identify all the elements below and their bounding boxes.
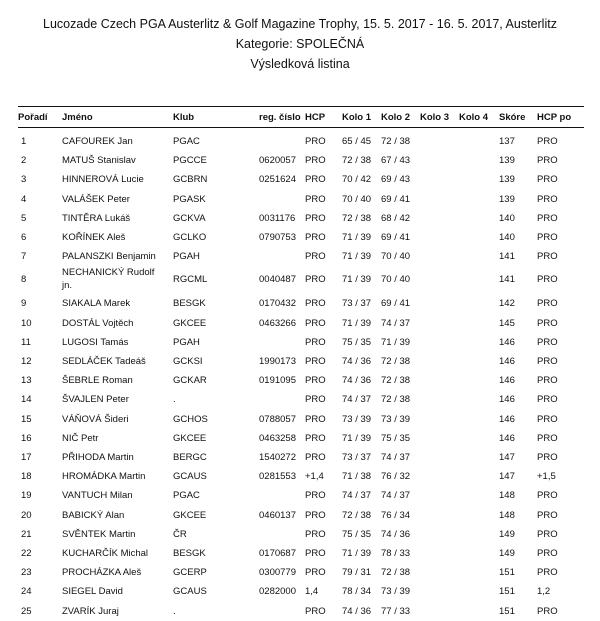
hcp-cell: PRO [305,193,326,205]
table-row [18,333,584,352]
club-cell: ČR [173,528,187,540]
score-cell: 140 [499,232,515,243]
reg-number-cell: 0170687 [259,548,296,559]
club-cell: PGAH [173,251,200,263]
hcp-cell: 1,4 [305,586,319,598]
round2-cell: 68 / 42 [381,212,411,224]
hcp-after-cell: PRO [537,298,558,310]
rank-cell: 3 [21,174,27,186]
club-cell: . [173,605,176,617]
round1-cell: 70 / 42 [342,174,372,186]
results-subtitle: Výsledková listina [250,57,350,71]
hcp-after-cell: PRO [537,356,558,367]
player-name-cell: NIČ Petr [62,432,99,444]
score-cell: 147 [499,452,515,463]
round1-cell: 71 / 39 [342,232,372,243]
hcp-cell: PRO [305,251,326,263]
col-hcp-header: HCP [305,112,326,123]
club-cell: GKCEE [173,432,207,444]
score-cell: 139 [499,155,515,167]
reg-number-cell: 0788057 [259,413,296,425]
club-cell: GCHOS [173,413,208,425]
round1-cell: 78 / 34 [342,586,372,598]
col-score-header: Skóre [499,112,526,123]
rank-cell: 8 [21,274,27,286]
player-name-continuation: jn. [62,280,73,292]
rank-cell: 6 [21,232,27,243]
round2-cell: 74 / 37 [381,490,411,502]
col-club-header: Klub [173,112,195,123]
round1-cell: 79 / 31 [342,567,372,579]
score-cell: 146 [499,432,515,444]
reg-number-cell: 1540272 [259,452,296,463]
club-cell: RGCML [173,274,208,286]
round2-cell: 74 / 37 [381,452,411,463]
player-name-cell: ŠVAJLEN Peter [62,394,129,406]
hcp-after-cell: PRO [537,490,558,502]
table-row [18,602,584,621]
table-row [18,314,584,333]
round1-cell: 71 / 39 [342,548,372,559]
rank-cell: 11 [21,336,31,348]
club-cell: GCKVA [173,212,206,224]
round2-cell: 69 / 41 [381,298,411,310]
club-cell: GCAUS [173,586,207,598]
reg-number-cell: 0040487 [259,274,296,286]
player-name-cell: HROMÁDKA Martin [62,471,146,483]
hcp-after-cell: PRO [537,251,558,263]
hcp-after-cell: PRO [537,274,558,286]
table-row [18,544,584,563]
table-row [18,525,584,544]
rank-cell: 15 [21,413,32,425]
player-name-cell: SIEGEL David [62,586,123,598]
rank-cell: 4 [21,193,27,205]
table-header-row [18,106,584,128]
round2-cell: 72 / 38 [381,136,411,147]
round1-cell: 75 / 35 [342,336,372,348]
rank-cell: 9 [21,298,27,310]
table-row [18,410,584,429]
player-name-cell: PROCHÁZKA Aleš [62,567,142,579]
table-row [18,266,584,294]
player-name-cell: NECHANICKÝ Rudolf [62,267,155,279]
hcp-after-cell: PRO [537,548,558,559]
hcp-cell: PRO [305,490,326,502]
club-cell: GKCEE [173,317,207,329]
hcp-cell: PRO [305,298,326,310]
round1-cell: 71 / 39 [342,251,372,263]
player-name-cell: ŠEBRLE Roman [62,375,133,387]
table-row [18,151,584,170]
hcp-after-cell: 1,2 [537,586,551,598]
col-hcp-after-header: HCP po [537,112,572,123]
round1-cell: 65 / 45 [342,136,372,147]
round2-cell: 74 / 36 [381,528,411,540]
hcp-after-cell: PRO [537,317,558,329]
club-cell: BESGK [173,298,206,310]
category-label: Kategorie: SPOLEČNÁ [235,37,365,51]
col-reg-header: reg. číslo [259,112,301,123]
table-row [18,228,584,247]
player-name-cell: PŘIHODA Martin [62,452,134,463]
table-row [18,448,584,467]
rank-cell: 1 [21,136,27,147]
hcp-after-cell: PRO [537,193,558,205]
table-row [18,563,584,582]
hcp-cell: PRO [305,548,326,559]
reg-number-cell: 0790753 [259,232,296,243]
hcp-cell: +1,4 [305,471,324,483]
round1-cell: 73 / 39 [342,413,372,425]
club-cell: PGCCE [173,155,207,167]
club-cell: GCLKO [173,232,207,243]
rank-cell: 17 [21,452,32,463]
round1-cell: 72 / 38 [342,212,372,224]
score-cell: 148 [499,509,515,521]
player-name-cell: BABICKÝ Alan [62,509,125,521]
round2-cell: 67 / 43 [381,155,411,167]
player-name-cell: KOŘÍNEK Aleš [62,232,126,243]
round2-cell: 78 / 33 [381,548,411,559]
table-row [18,371,584,390]
player-name-cell: SIAKALA Marek [62,298,131,310]
score-cell: 137 [499,136,515,147]
reg-number-cell: 0170432 [259,298,296,310]
score-cell: 140 [499,212,515,224]
round1-cell: 72 / 38 [342,509,372,521]
hcp-cell: PRO [305,174,326,186]
player-name-cell: SVĚNTEK Martin [62,528,136,540]
table-row [18,467,584,486]
col-round4-header: Kolo 4 [459,112,489,123]
round2-cell: 72 / 38 [381,356,411,367]
rank-cell: 5 [21,212,27,224]
col-round3-header: Kolo 3 [420,112,450,123]
round1-cell: 74 / 37 [342,394,372,406]
hcp-cell: PRO [305,375,326,387]
col-name-header: Jméno [62,112,93,123]
round1-cell: 71 / 39 [342,274,372,286]
hcp-after-cell: PRO [537,509,558,521]
score-cell: 141 [499,274,515,286]
player-name-cell: ZVARÍK Juraj [62,605,119,617]
score-cell: 148 [499,490,515,502]
reg-number-cell: 0460137 [259,509,296,521]
hcp-after-cell: PRO [537,432,558,444]
col-round2-header: Kolo 2 [381,112,411,123]
document-header [0,14,600,74]
rank-cell: 20 [21,509,32,521]
round1-cell: 75 / 35 [342,528,372,540]
score-cell: 151 [499,605,515,617]
reg-number-cell: 0281553 [259,471,296,483]
round1-cell: 72 / 38 [342,155,372,167]
round2-cell: 75 / 35 [381,432,411,444]
round2-cell: 71 / 39 [381,336,411,348]
player-name-cell: MATUŠ Stanislav [62,155,136,167]
round1-cell: 71 / 39 [342,317,372,329]
table-header-rule [18,127,584,128]
score-cell: 149 [499,548,515,559]
rank-cell: 24 [21,586,32,598]
round2-cell: 72 / 38 [381,567,411,579]
club-cell: BERGC [173,452,207,463]
round2-cell: 73 / 39 [381,413,411,425]
round2-cell: 70 / 40 [381,274,411,286]
table-row [18,506,584,525]
col-round1-header: Kolo 1 [342,112,372,123]
club-cell: PGAH [173,336,200,348]
table-row [18,352,584,371]
club-cell: GCERP [173,567,207,579]
hcp-cell: PRO [305,336,326,348]
reg-number-cell: 0251624 [259,174,296,186]
table-row [18,170,584,189]
hcp-after-cell: PRO [537,452,558,463]
round2-cell: 72 / 38 [381,375,411,387]
score-cell: 146 [499,375,515,387]
hcp-cell: PRO [305,413,326,425]
score-cell: 145 [499,317,515,329]
score-cell: 151 [499,586,515,598]
round1-cell: 74 / 37 [342,490,372,502]
table-row [18,429,584,448]
table-row [18,582,584,601]
round1-cell: 74 / 36 [342,356,372,367]
score-cell: 151 [499,567,515,579]
hcp-cell: PRO [305,605,326,617]
score-cell: 146 [499,413,515,425]
tournament-title: Lucozade Czech PGA Austerlitz & Golf Magazine Trophy, 15. 5. 2017 - 16. 5. 2017, Austerlitz [43,17,557,31]
reg-number-cell: 1990173 [259,356,296,367]
round1-cell: 71 / 39 [342,432,372,444]
round2-cell: 73 / 39 [381,586,411,598]
score-cell: 142 [499,298,515,310]
hcp-after-cell: PRO [537,336,558,348]
club-cell: . [173,394,176,406]
reg-number-cell: 0282000 [259,586,296,598]
hcp-cell: PRO [305,274,326,286]
reg-number-cell: 0191095 [259,375,296,387]
club-cell: BESGK [173,548,206,559]
score-cell: 149 [499,528,515,540]
table-row [18,209,584,228]
score-cell: 146 [499,394,515,406]
rank-cell: 10 [21,317,32,329]
rank-cell: 2 [21,155,27,167]
player-name-cell: VALÁŠEK Peter [62,193,130,205]
round2-cell: 69 / 41 [381,232,411,243]
hcp-cell: PRO [305,317,326,329]
hcp-after-cell: PRO [537,136,558,147]
hcp-cell: PRO [305,567,326,579]
player-name-cell: LUGOSI Tamás [62,336,129,348]
club-cell: GCKSI [173,356,203,367]
score-cell: 146 [499,336,515,348]
score-cell: 146 [499,356,515,367]
reg-number-cell: 0463258 [259,432,296,444]
player-name-cell: VÁŇOVÁ Šideri [62,413,129,425]
score-cell: 139 [499,174,515,186]
round1-cell: 71 / 38 [342,471,372,483]
round1-cell: 70 / 40 [342,193,372,205]
reg-number-cell: 0463266 [259,317,296,329]
reg-number-cell: 0031176 [259,212,296,224]
reg-number-cell: 0300779 [259,567,296,579]
rank-cell: 19 [21,490,32,502]
table-row [18,294,584,313]
rank-cell: 16 [21,432,32,444]
round2-cell: 76 / 32 [381,471,411,483]
hcp-after-cell: PRO [537,155,558,167]
round2-cell: 69 / 43 [381,174,411,186]
round1-cell: 73 / 37 [342,452,372,463]
hcp-after-cell: +1,5 [537,471,556,483]
table-row [18,390,584,409]
round2-cell: 70 / 40 [381,251,411,263]
rank-cell: 7 [21,251,27,263]
club-cell: PGAC [173,490,200,502]
club-cell: PGAC [173,136,200,147]
player-name-cell: TINTĚRA Lukáš [62,212,131,224]
rank-cell: 13 [21,375,32,387]
hcp-after-cell: PRO [537,375,558,387]
hcp-cell: PRO [305,432,326,444]
round2-cell: 77 / 33 [381,605,411,617]
round1-cell: 74 / 36 [342,375,372,387]
round2-cell: 76 / 34 [381,509,411,521]
rank-cell: 14 [21,394,32,406]
hcp-after-cell: PRO [537,528,558,540]
rank-cell: 22 [21,548,32,559]
player-name-cell: SEDLÁČEK Tadeáš [62,356,146,367]
table-row [18,486,584,505]
hcp-cell: PRO [305,394,326,406]
reg-number-cell: 0620057 [259,155,296,167]
round1-cell: 74 / 36 [342,605,372,617]
rank-cell: 25 [21,605,32,617]
rank-cell: 21 [21,528,32,540]
hcp-cell: PRO [305,136,326,147]
round2-cell: 74 / 37 [381,317,411,329]
hcp-after-cell: PRO [537,567,558,579]
hcp-after-cell: PRO [537,413,558,425]
player-name-cell: HINNEROVÁ Lucie [62,174,144,186]
hcp-cell: PRO [305,155,326,167]
table-row [18,247,584,266]
hcp-after-cell: PRO [537,232,558,243]
table-row [18,190,584,209]
hcp-after-cell: PRO [537,212,558,224]
player-name-cell: DOSTÁL Vojtěch [62,317,134,329]
rank-cell: 23 [21,567,32,579]
col-rank-header: Pořadí [18,112,48,123]
score-cell: 139 [499,193,515,205]
round1-cell: 73 / 37 [342,298,372,310]
player-name-cell: PALANSZKI Benjamin [62,251,156,263]
table-row [18,132,584,151]
score-cell: 147 [499,471,515,483]
round2-cell: 69 / 41 [381,193,411,205]
hcp-after-cell: PRO [537,605,558,617]
club-cell: GCAUS [173,471,207,483]
round2-cell: 72 / 38 [381,394,411,406]
player-name-cell: VANTUCH Milan [62,490,133,502]
hcp-after-cell: PRO [537,394,558,406]
hcp-cell: PRO [305,509,326,521]
hcp-cell: PRO [305,356,326,367]
rank-cell: 12 [21,356,32,367]
hcp-after-cell: PRO [537,174,558,186]
score-cell: 141 [499,251,515,263]
rank-cell: 18 [21,471,32,483]
player-name-cell: KUCHARČÍK Michal [62,548,149,559]
player-name-cell: CAFOUREK Jan [62,136,133,147]
club-cell: GKCEE [173,509,207,521]
hcp-cell: PRO [305,212,326,224]
hcp-cell: PRO [305,528,326,540]
club-cell: GCKAR [173,375,207,387]
club-cell: GCBRN [173,174,208,186]
hcp-cell: PRO [305,232,326,243]
club-cell: PGASK [173,193,206,205]
hcp-cell: PRO [305,452,326,463]
